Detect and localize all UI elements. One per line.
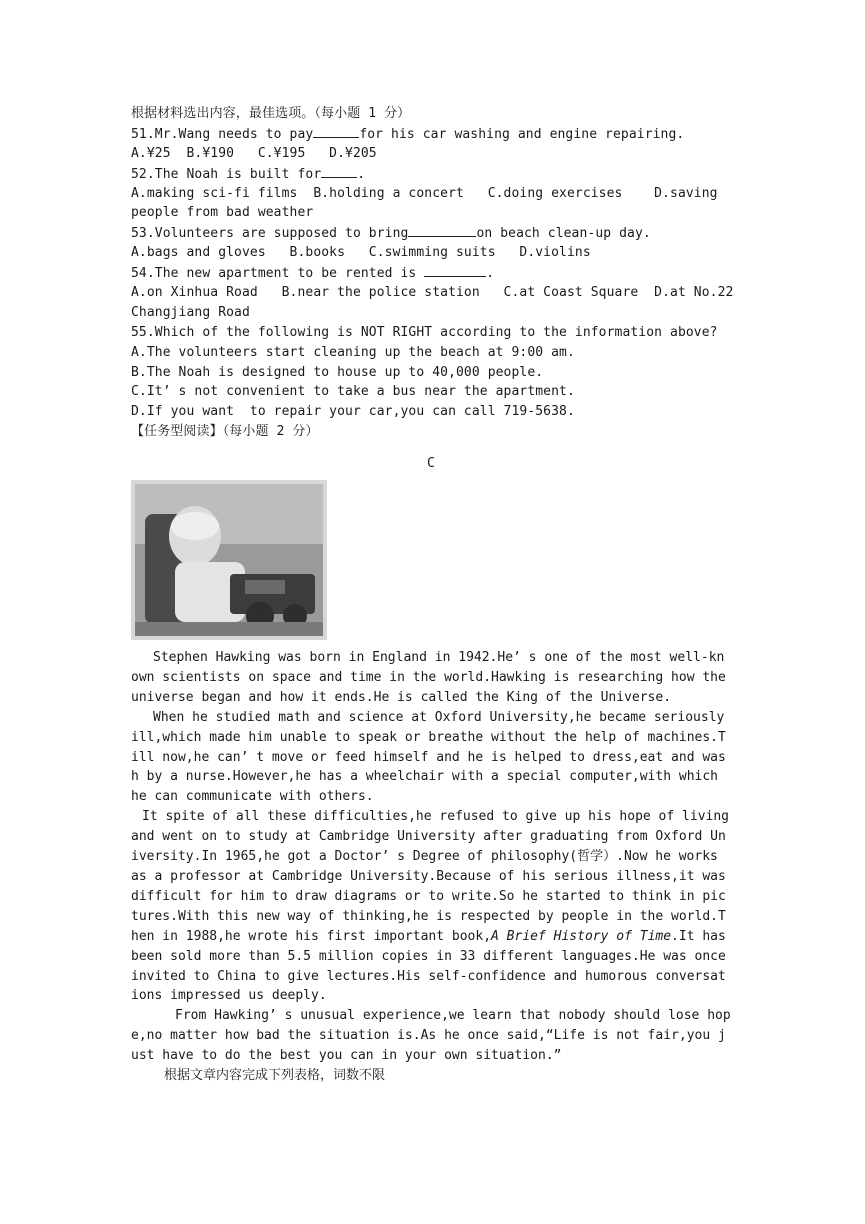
q54-stem: 54.The new apartment to be rented is (131, 266, 425, 282)
answer-blank (408, 223, 476, 237)
q51-stem-end: for his car washing and engine repairing. (359, 126, 685, 142)
paragraph-3-text-cont: .It has been sold more than 5.5 million copies in 33 different languages.He was once invited to China to give lectures.His self-confidence and humorous conversations impressed us deeply. (131, 928, 726, 1004)
q54-options-cont: Changjiang Road (131, 304, 250, 320)
question-51 (131, 124, 731, 144)
answer-blank (321, 164, 357, 178)
book-title: A Brief History of Time (491, 928, 672, 944)
passage-label: C (427, 456, 435, 472)
answer-blank (424, 263, 486, 277)
question-55: 55.Which of the following is NOT RIGHT according to the information above? (131, 324, 718, 340)
q55-option-c: C.It’ s not convenient to take a bus near the apartment. (131, 384, 575, 400)
hawking-photo (131, 480, 327, 640)
section-instruction: 根据材料选出内容，最佳选项。（每小题 1 分） (131, 106, 411, 121)
paragraph-3-text: It spite of all these difficulties,he refused to give up his hope of living and went on to study at Cambridge University after graduating from Oxford University.In 1965,he got a Doctor’ s Degree of philosophy(哲学）.Now he works as a professor at Cambridge University.Because of his serious illness,it was difficult for him to draw diagrams or to write.So he started to think in pictures.With this new way of thinking,he is respected by people in the world.Then in 1988,he wrote his first important book, (131, 809, 729, 944)
q55-option-d: D.If you want to repair your car,you can call 719-5638. (131, 404, 575, 420)
paragraph-3 (131, 807, 731, 1006)
paragraph-4: From Hawking’ s unusual experience,we learn that nobody should lose hope,no matter how bad the situation is.As he once said,“Life is not fair,you just have to do the best you can in your own situation.” (131, 1008, 731, 1064)
q53-options: A.bags and gloves B.books C.swimming suits D.violins (131, 245, 591, 261)
q55-option-a: A.The volunteers start cleaning up the beach at 9:00 am. (131, 344, 575, 360)
q52-options-cont: people from bad weather (131, 205, 314, 221)
paragraph-1: Stephen Hawking was born in England in 1942.He’ s one of the most well-known scientists on space and time in the world.Hawking is researching how the universe began and how it ends.He is called the King of the Universe. (131, 650, 726, 705)
question-54 (131, 263, 731, 283)
paragraph-2: When he studied math and science at Oxford University,he became seriously ill,which made him unable to speak or breathe without the help of machines.Till now,he can’ t move or feed himself and he is helped to dress,eat and wash by a nurse.However,he has a wheelchair with a special computer,with which he can communicate with others. (131, 709, 726, 805)
portrait-image (135, 484, 323, 636)
q52-stem: 52.The Noah is built for (131, 166, 322, 182)
q55-option-b: B.The Noah is designed to house up to 40,000 people. (131, 364, 544, 380)
q53-stem: 53.Volunteers are supposed to bring (131, 226, 409, 242)
question-52 (131, 164, 731, 184)
q52-stem-end: . (357, 166, 366, 182)
q51-options: A.¥25 B.¥190 C.¥195 D.¥205 (131, 145, 377, 161)
q54-options: A.on Xinhua Road B.near the police station C.at Coast Square D.at No.22 (131, 285, 734, 301)
answer-blank (313, 124, 359, 138)
worksheet-page (131, 104, 734, 1086)
q51-stem: 51.Mr.Wang needs to pay (131, 126, 314, 142)
q52-options: A.making sci-fi films B.holding a concert C.doing exercises D.saving (131, 185, 718, 201)
section-title-task-reading: 【任务型阅读】（每小题 2 分） (131, 424, 319, 440)
q53-stem-end: on beach clean-up day. (476, 226, 651, 242)
table-instruction: 根据文章内容完成下列表格，词数不限 (164, 1068, 386, 1084)
q54-stem-end: . (486, 266, 495, 282)
question-53 (131, 223, 731, 243)
